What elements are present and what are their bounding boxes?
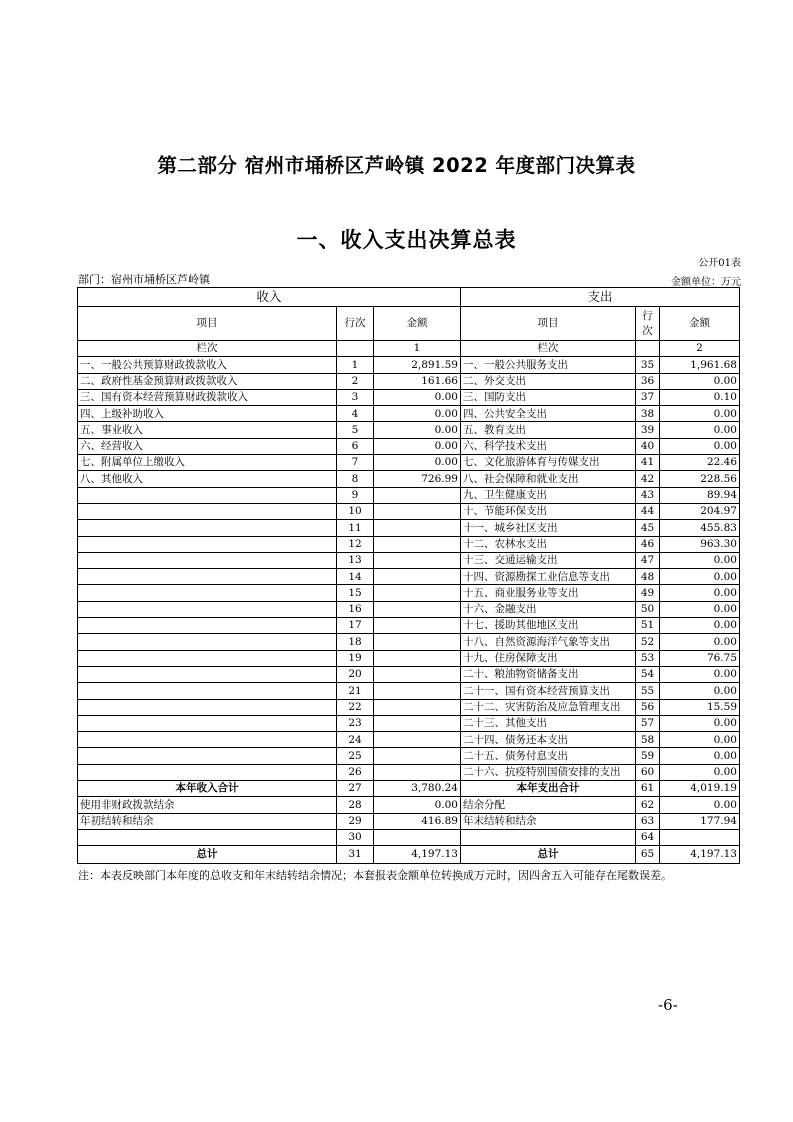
expense-column-label-blank bbox=[636, 341, 660, 357]
table-row bbox=[78, 813, 740, 829]
income-line-no-cell: 5 bbox=[337, 422, 374, 438]
income-amount-cell bbox=[374, 666, 461, 682]
income-line-no-cell: 6 bbox=[337, 438, 374, 454]
expense-amount-header: 金额 bbox=[660, 307, 740, 341]
income-line-no-cell: 17 bbox=[337, 618, 374, 634]
expense-item-cell: 十九、住房保障支出 bbox=[461, 650, 636, 666]
column-label-row bbox=[78, 341, 740, 357]
income-line-no-cell: 18 bbox=[337, 634, 374, 650]
expense-amount-cell: 0.00 bbox=[660, 406, 740, 422]
income-line-no-cell: 3 bbox=[337, 389, 374, 405]
income-item-cell: 使用非财政拨款结余 bbox=[78, 797, 337, 813]
income-item-cell bbox=[78, 634, 337, 650]
income-line-no-cell: 12 bbox=[337, 536, 374, 552]
income-column-label-blank bbox=[337, 341, 374, 357]
income-line-no-cell: 31 bbox=[337, 846, 374, 864]
income-amount-cell bbox=[374, 732, 461, 748]
table-row bbox=[78, 455, 740, 471]
expense-line-no-cell: 36 bbox=[636, 373, 660, 389]
table-row bbox=[78, 503, 740, 519]
form-number: 公开01表 bbox=[698, 258, 741, 269]
expense-item-cell: 二十六、抗疫特别国债安排的支出 bbox=[461, 764, 636, 780]
expense-line-no-cell: 59 bbox=[636, 748, 660, 764]
income-amount-cell bbox=[374, 699, 461, 715]
expense-item-cell: 本年支出合计 bbox=[461, 781, 636, 797]
table-row bbox=[78, 520, 740, 536]
table-row bbox=[78, 552, 740, 568]
table-footnote: 注：本表反映部门本年度的总收支和年末结转结余情况；本套报表金额单位转换成万元时，因四舍五入可能存在尾数误差。 bbox=[78, 869, 672, 882]
income-item-cell bbox=[78, 569, 337, 585]
income-item-cell bbox=[78, 666, 337, 682]
table-row bbox=[78, 650, 740, 666]
income-item-cell bbox=[78, 503, 337, 519]
income-amount-cell bbox=[374, 650, 461, 666]
expense-line-no-cell: 40 bbox=[636, 438, 660, 454]
expense-item-cell: 十七、援助其他地区支出 bbox=[461, 618, 636, 634]
income-item-cell: 三、国有资本经营预算财政拨款收入 bbox=[78, 389, 337, 405]
table-row bbox=[78, 797, 740, 813]
expense-line-no-cell: 63 bbox=[636, 813, 660, 829]
expense-amount-cell: 0.00 bbox=[660, 683, 740, 699]
expense-item-cell bbox=[461, 829, 636, 845]
expense-column-number: 2 bbox=[660, 341, 740, 357]
expense-item-cell: 七、文化旅游体育与传媒支出 bbox=[461, 455, 636, 471]
expense-amount-cell: 15.59 bbox=[660, 699, 740, 715]
expense-amount-cell: 228.56 bbox=[660, 471, 740, 487]
income-amount-cell bbox=[374, 683, 461, 699]
expense-line-no-cell: 42 bbox=[636, 471, 660, 487]
income-line-no-cell: 15 bbox=[337, 585, 374, 601]
income-amount-cell bbox=[374, 585, 461, 601]
income-item-cell bbox=[78, 732, 337, 748]
income-amount-cell bbox=[374, 634, 461, 650]
table-row bbox=[78, 536, 740, 552]
income-amount-cell: 726.99 bbox=[374, 471, 461, 487]
table-row bbox=[78, 748, 740, 764]
table-row bbox=[78, 585, 740, 601]
table-row bbox=[78, 471, 740, 487]
expense-line-no-cell: 61 bbox=[636, 781, 660, 797]
expense-amount-cell: 4,019.19 bbox=[660, 781, 740, 797]
expense-item-cell: 年末结转和结余 bbox=[461, 813, 636, 829]
income-item-cell: 二、政府性基金预算财政拨款收入 bbox=[78, 373, 337, 389]
expense-amount-cell: 455.83 bbox=[660, 520, 740, 536]
income-line-no-cell: 4 bbox=[337, 406, 374, 422]
income-line-no-cell: 11 bbox=[337, 520, 374, 536]
table-title: 一、收入支出决算总表 bbox=[296, 228, 517, 252]
income-amount-header: 金额 bbox=[374, 307, 461, 341]
expense-amount-cell: 76.75 bbox=[660, 650, 740, 666]
expense-line-no-cell: 39 bbox=[636, 422, 660, 438]
table-row bbox=[78, 715, 740, 731]
table-row bbox=[78, 781, 740, 797]
expense-item-cell: 八、社会保障和就业支出 bbox=[461, 471, 636, 487]
expense-line-no-cell: 56 bbox=[636, 699, 660, 715]
expense-item-cell: 二十五、债务付息支出 bbox=[461, 748, 636, 764]
income-line-no-cell: 28 bbox=[337, 797, 374, 813]
income-line-no-cell: 21 bbox=[337, 683, 374, 699]
income-line-no-header: 行次 bbox=[337, 307, 374, 341]
income-item-cell bbox=[78, 487, 337, 503]
income-amount-cell bbox=[374, 829, 461, 845]
expense-amount-cell: 0.00 bbox=[660, 732, 740, 748]
section-header-row bbox=[78, 288, 740, 307]
income-amount-cell: 4,197.13 bbox=[374, 846, 461, 864]
income-item-cell bbox=[78, 748, 337, 764]
expense-line-no-cell: 55 bbox=[636, 683, 660, 699]
income-amount-cell: 0.00 bbox=[374, 406, 461, 422]
income-item-cell bbox=[78, 715, 337, 731]
income-line-no-cell: 19 bbox=[337, 650, 374, 666]
expense-item-cell: 十二、农林水支出 bbox=[461, 536, 636, 552]
column-header-row bbox=[78, 307, 740, 341]
expense-line-no-cell: 53 bbox=[636, 650, 660, 666]
expense-line-no-cell: 64 bbox=[636, 829, 660, 845]
income-item-cell bbox=[78, 520, 337, 536]
table-row bbox=[78, 601, 740, 617]
expense-column-label: 栏次 bbox=[461, 341, 636, 357]
expense-amount-cell bbox=[660, 829, 740, 845]
expense-item-cell: 五、教育支出 bbox=[461, 422, 636, 438]
income-item-cell: 四、上级补助收入 bbox=[78, 406, 337, 422]
income-line-no-cell: 13 bbox=[337, 552, 374, 568]
income-line-no-cell: 20 bbox=[337, 666, 374, 682]
income-line-no-cell: 26 bbox=[337, 764, 374, 780]
table-row bbox=[78, 618, 740, 634]
income-amount-cell: 3,780.24 bbox=[374, 781, 461, 797]
income-item-cell bbox=[78, 552, 337, 568]
expense-amount-cell: 0.00 bbox=[660, 634, 740, 650]
income-line-no-cell: 30 bbox=[337, 829, 374, 845]
expense-amount-cell: 204.97 bbox=[660, 503, 740, 519]
expense-item-cell: 二十、粮油物资储备支出 bbox=[461, 666, 636, 682]
expense-item-cell: 二十三、其他支出 bbox=[461, 715, 636, 731]
expense-line-no-cell: 52 bbox=[636, 634, 660, 650]
table-row bbox=[78, 829, 740, 845]
expense-item-cell: 十一、城乡社区支出 bbox=[461, 520, 636, 536]
income-amount-cell: 0.00 bbox=[374, 455, 461, 471]
income-amount-cell bbox=[374, 503, 461, 519]
income-amount-cell bbox=[374, 487, 461, 503]
expense-amount-cell: 0.00 bbox=[660, 585, 740, 601]
income-amount-cell bbox=[374, 601, 461, 617]
table-row bbox=[78, 357, 740, 373]
expense-line-no-cell: 43 bbox=[636, 487, 660, 503]
income-amount-cell: 0.00 bbox=[374, 389, 461, 405]
expense-item-cell: 二十四、债务还本支出 bbox=[461, 732, 636, 748]
expense-amount-cell: 1,961.68 bbox=[660, 357, 740, 373]
table-row bbox=[78, 373, 740, 389]
expense-item-cell: 六、科学技术支出 bbox=[461, 438, 636, 454]
expense-line-no-cell: 62 bbox=[636, 797, 660, 813]
page-number: -6- bbox=[658, 996, 678, 1014]
income-item-header: 项目 bbox=[78, 307, 337, 341]
table-row bbox=[78, 634, 740, 650]
expense-amount-cell: 0.00 bbox=[660, 601, 740, 617]
income-item-cell: 五、事业收入 bbox=[78, 422, 337, 438]
expense-amount-cell: 963.30 bbox=[660, 536, 740, 552]
expense-item-cell: 二十二、灾害防治及应急管理支出 bbox=[461, 699, 636, 715]
income-column-number: 1 bbox=[374, 341, 461, 357]
table-row bbox=[78, 732, 740, 748]
income-line-no-cell: 14 bbox=[337, 569, 374, 585]
table-row bbox=[78, 422, 740, 438]
expense-item-cell: 十四、资源勘探工业信息等支出 bbox=[461, 569, 636, 585]
table-row bbox=[78, 846, 740, 864]
expense-item-cell: 结余分配 bbox=[461, 797, 636, 813]
expense-line-no-cell: 51 bbox=[636, 618, 660, 634]
income-amount-cell bbox=[374, 715, 461, 731]
expense-line-no-cell: 48 bbox=[636, 569, 660, 585]
expense-item-cell: 二、外交支出 bbox=[461, 373, 636, 389]
income-column-label: 栏次 bbox=[78, 341, 337, 357]
income-amount-cell bbox=[374, 536, 461, 552]
table-row bbox=[78, 438, 740, 454]
income-item-cell bbox=[78, 699, 337, 715]
income-amount-cell: 2,891.59 bbox=[374, 357, 461, 373]
expense-amount-cell: 0.00 bbox=[660, 666, 740, 682]
expense-amount-cell: 0.00 bbox=[660, 715, 740, 731]
expense-item-cell: 十三、交通运输支出 bbox=[461, 552, 636, 568]
income-item-cell bbox=[78, 650, 337, 666]
amount-unit-label: 金额单位：万元 bbox=[671, 277, 741, 288]
income-amount-cell: 161.66 bbox=[374, 373, 461, 389]
income-line-no-cell: 10 bbox=[337, 503, 374, 519]
income-amount-cell: 0.00 bbox=[374, 438, 461, 454]
expense-line-no-cell: 38 bbox=[636, 406, 660, 422]
income-item-cell bbox=[78, 601, 337, 617]
income-section-header: 收入 bbox=[78, 288, 461, 307]
expense-amount-cell: 0.00 bbox=[660, 764, 740, 780]
expense-line-no-cell: 58 bbox=[636, 732, 660, 748]
expense-line-no-cell: 54 bbox=[636, 666, 660, 682]
income-item-cell: 一、一般公共预算财政拨款收入 bbox=[78, 357, 337, 373]
expense-item-cell: 总计 bbox=[461, 846, 636, 864]
expense-amount-cell: 0.00 bbox=[660, 618, 740, 634]
expense-item-cell: 四、公共安全支出 bbox=[461, 406, 636, 422]
expense-line-no-cell: 45 bbox=[636, 520, 660, 536]
income-item-cell bbox=[78, 829, 337, 845]
expense-line-no-cell: 49 bbox=[636, 585, 660, 601]
expense-line-no-cell: 65 bbox=[636, 846, 660, 864]
income-amount-cell bbox=[374, 552, 461, 568]
income-line-no-cell: 16 bbox=[337, 601, 374, 617]
expense-line-no-header bbox=[636, 307, 660, 341]
expense-line-no-cell: 41 bbox=[636, 455, 660, 471]
expense-line-no-cell: 60 bbox=[636, 764, 660, 780]
expense-amount-cell: 0.00 bbox=[660, 373, 740, 389]
table-row bbox=[78, 764, 740, 780]
income-line-no-cell: 8 bbox=[337, 471, 374, 487]
income-item-cell: 八、其他收入 bbox=[78, 471, 337, 487]
income-item-cell: 六、经营收入 bbox=[78, 438, 337, 454]
part-title: 第二部分 宿州市埇桥区芦岭镇 2022 年度部门决算表 bbox=[157, 154, 636, 177]
income-line-no-cell: 24 bbox=[337, 732, 374, 748]
expense-amount-cell: 0.00 bbox=[660, 438, 740, 454]
income-item-cell bbox=[78, 764, 337, 780]
income-amount-cell: 416.89 bbox=[374, 813, 461, 829]
expense-item-cell: 一、一般公共服务支出 bbox=[461, 357, 636, 373]
expense-item-header: 项目 bbox=[461, 307, 636, 341]
table-row bbox=[78, 406, 740, 422]
expense-item-cell: 九、卫生健康支出 bbox=[461, 487, 636, 503]
income-item-cell bbox=[78, 683, 337, 699]
income-item-cell: 本年收入合计 bbox=[78, 781, 337, 797]
expense-item-cell: 十五、商业服务业等支出 bbox=[461, 585, 636, 601]
expense-amount-cell: 4,197.13 bbox=[660, 846, 740, 864]
expense-item-cell: 三、国防支出 bbox=[461, 389, 636, 405]
income-item-cell bbox=[78, 585, 337, 601]
table-row bbox=[78, 389, 740, 405]
table-row bbox=[78, 666, 740, 682]
table-row bbox=[78, 487, 740, 503]
expense-line-no-cell: 46 bbox=[636, 536, 660, 552]
income-amount-cell bbox=[374, 618, 461, 634]
expense-item-cell: 二十一、国有资本经营预算支出 bbox=[461, 683, 636, 699]
department-label: 部门：宿州市埇桥区芦岭镇 bbox=[78, 273, 210, 286]
expense-amount-cell: 0.00 bbox=[660, 422, 740, 438]
income-item-cell bbox=[78, 536, 337, 552]
expense-amount-cell: 22.46 bbox=[660, 455, 740, 471]
income-line-no-cell: 1 bbox=[337, 357, 374, 373]
expense-line-no-cell: 35 bbox=[636, 357, 660, 373]
expense-amount-cell: 0.00 bbox=[660, 569, 740, 585]
income-amount-cell: 0.00 bbox=[374, 422, 461, 438]
expense-section-header: 支出 bbox=[461, 288, 740, 307]
expense-amount-cell: 0.00 bbox=[660, 748, 740, 764]
expense-amount-cell: 89.94 bbox=[660, 487, 740, 503]
expense-line-no-cell: 47 bbox=[636, 552, 660, 568]
income-line-no-cell: 25 bbox=[337, 748, 374, 764]
expense-amount-cell: 0.00 bbox=[660, 797, 740, 813]
expense-line-no-cell: 44 bbox=[636, 503, 660, 519]
income-amount-cell bbox=[374, 569, 461, 585]
table-row bbox=[78, 699, 740, 715]
income-line-no-cell: 23 bbox=[337, 715, 374, 731]
expense-amount-cell: 0.10 bbox=[660, 389, 740, 405]
expense-item-cell: 十六、金融支出 bbox=[461, 601, 636, 617]
expense-amount-cell: 0.00 bbox=[660, 552, 740, 568]
income-item-cell: 总计 bbox=[78, 846, 337, 864]
expense-line-no-cell: 50 bbox=[636, 601, 660, 617]
income-amount-cell bbox=[374, 520, 461, 536]
income-item-cell: 七、附属单位上缴收入 bbox=[78, 455, 337, 471]
expense-line-no-header-text: 行 次 bbox=[642, 309, 653, 337]
table-row bbox=[78, 683, 740, 699]
expense-line-no-cell: 57 bbox=[636, 715, 660, 731]
income-amount-cell: 0.00 bbox=[374, 797, 461, 813]
income-line-no-cell: 9 bbox=[337, 487, 374, 503]
income-line-no-cell: 7 bbox=[337, 455, 374, 471]
income-line-no-cell: 22 bbox=[337, 699, 374, 715]
expense-item-cell: 十、节能环保支出 bbox=[461, 503, 636, 519]
income-amount-cell bbox=[374, 764, 461, 780]
income-amount-cell bbox=[374, 748, 461, 764]
table-row bbox=[78, 569, 740, 585]
income-line-no-cell: 27 bbox=[337, 781, 374, 797]
income-line-no-cell: 2 bbox=[337, 373, 374, 389]
income-item-cell bbox=[78, 618, 337, 634]
expense-item-cell: 十八、自然资源海洋气象等支出 bbox=[461, 634, 636, 650]
income-line-no-cell: 29 bbox=[337, 813, 374, 829]
expense-line-no-cell: 37 bbox=[636, 389, 660, 405]
income-item-cell: 年初结转和结余 bbox=[78, 813, 337, 829]
income-expense-summary-table bbox=[77, 287, 740, 864]
expense-amount-cell: 177.94 bbox=[660, 813, 740, 829]
